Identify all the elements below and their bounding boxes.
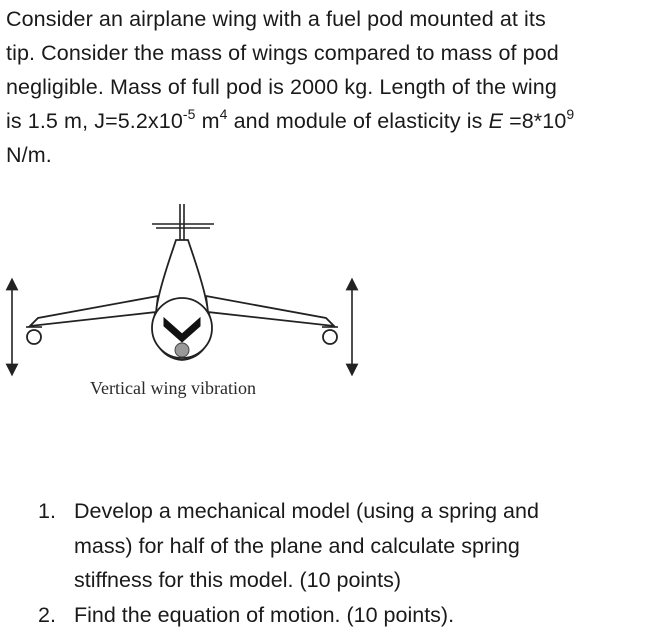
task-1-line-2: mass) for half of the plane and calculate spring bbox=[74, 533, 520, 558]
task-1-line-1: Develop a mechanical model (using a spring and bbox=[74, 499, 539, 523]
task-list bbox=[38, 494, 638, 632]
exponent-9: 9 bbox=[566, 105, 575, 122]
left-fuel-pod bbox=[27, 330, 41, 344]
task-number-2: 2. bbox=[38, 602, 56, 627]
task-number-1: 1. bbox=[38, 499, 56, 523]
problem-line-2: tip. Consider the mass of wings compared to mass of pod bbox=[6, 41, 559, 65]
problem-statement bbox=[6, 2, 646, 172]
tail-fin bbox=[152, 204, 214, 240]
problem-line-4-part-d: =8*10 bbox=[503, 109, 567, 133]
problem-line-4-part-a: is 1.5 m, J=5.2x10 bbox=[6, 109, 183, 133]
problem-line-4-part-b: m bbox=[195, 109, 220, 133]
problem-line-4 bbox=[6, 104, 646, 138]
problem-line-4-part-c: and module of elasticity is bbox=[227, 109, 489, 133]
task-1-line-3: stiffness for this model. (10 points) bbox=[74, 568, 402, 592]
exponent-minus-5: -5 bbox=[182, 105, 196, 122]
modulus-symbol: E bbox=[488, 109, 504, 133]
task-2-line-1: Find the equation of motion. (10 points). bbox=[74, 602, 455, 627]
right-fuel-pod bbox=[323, 330, 337, 344]
exponent-4: 4 bbox=[219, 105, 228, 122]
right-wing bbox=[206, 296, 334, 326]
figure-caption: Vertical wing vibration bbox=[90, 378, 256, 398]
problem-line-5: N/m. bbox=[6, 143, 52, 167]
center-pod bbox=[175, 343, 189, 357]
left-wing bbox=[30, 296, 158, 326]
problem-line-3: negligible. Mass of full pod is 2000 kg. Length of the wing bbox=[6, 75, 557, 99]
problem-line-1: Consider an airplane wing with a fuel pod mounted at its bbox=[6, 7, 546, 31]
task-item-1 bbox=[38, 494, 638, 598]
task-item-2 bbox=[38, 598, 638, 633]
